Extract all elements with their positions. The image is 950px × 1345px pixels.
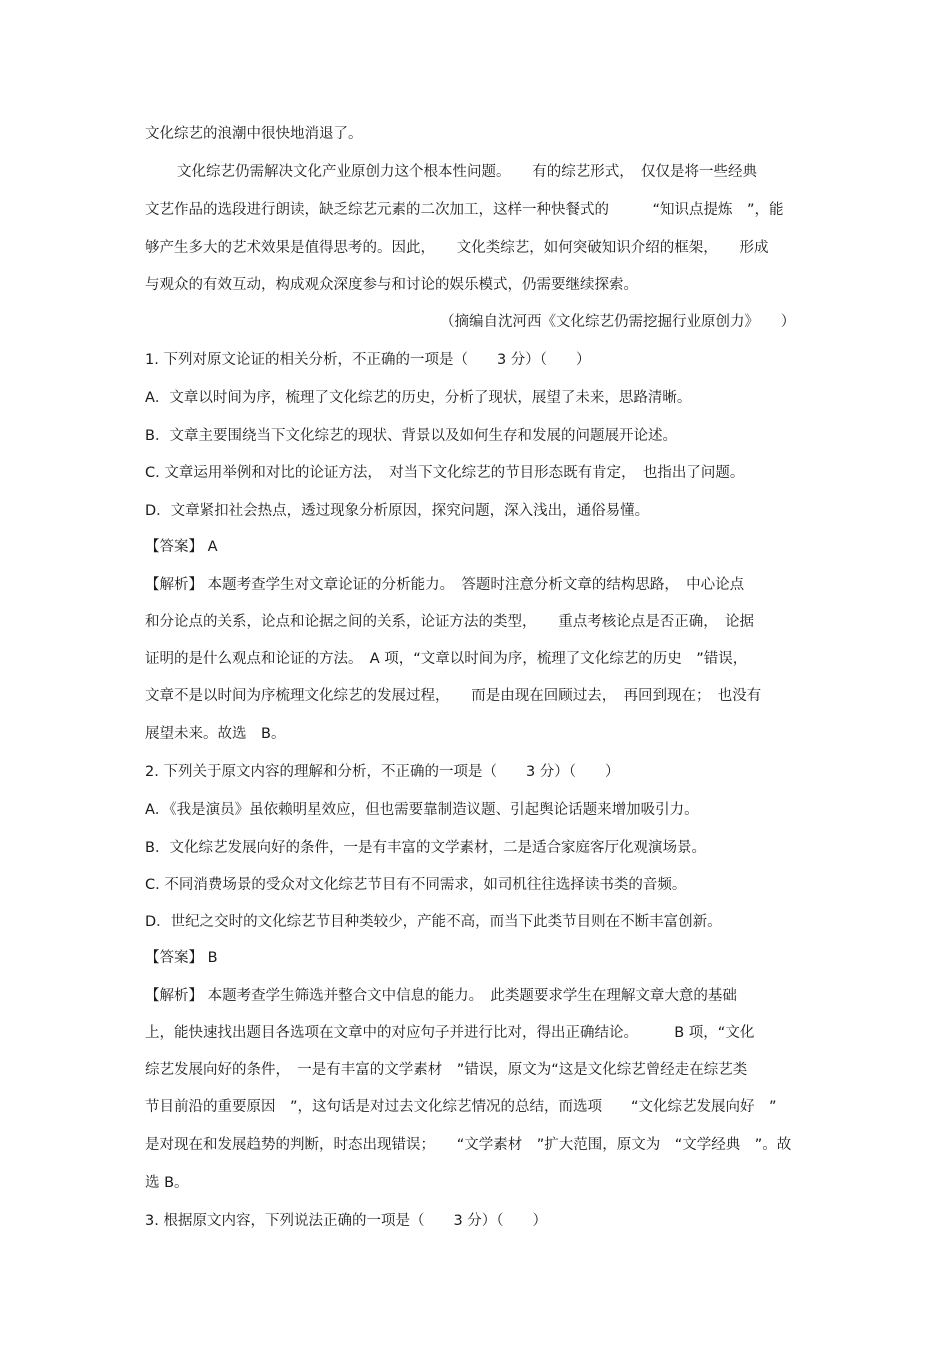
passage-line: 文化综艺仍需解决文化产业原创力这个根本性问题。 有的综艺形式， 仅仅是将一些经典	[177, 164, 757, 180]
question-1-analysis-line: 和分论点的关系，论点和论据之间的关系，论证方法的类型， 重点考核论点是否正确， 论据	[145, 614, 754, 630]
passage-line: 够产生多大的艺术效果是值得思考的。因此， 文化类综艺，如何突破知识介绍的框架， 形成	[145, 240, 769, 256]
question-2-option-d: D．世纪之交时的文化综艺节目种类较少，产能不高，而当下此类节目则在不断丰富创新。	[145, 914, 722, 930]
question-1-analysis-line: 展望未来。故选 B。	[145, 726, 286, 742]
passage-source: （摘编自沈河西《文化综艺仍需挖掘行业原创力》 ）	[440, 314, 796, 330]
question-1-option-a: A．文章以时间为序，梳理了文化综艺的历史，分析了现状，展望了未来，思路清晰。	[145, 390, 692, 406]
question-2-option-a: A．《我是演员》虽依赖明星效应，但也需要靠制造议题、引起舆论话题来增加吸引力。	[145, 802, 699, 818]
question-2-analysis-line: 上，能快速找出题目各选项在文章中的对应句子并进行比对，得出正确结论。 B 项，“文化	[145, 1025, 755, 1041]
question-2-analysis-line: 综艺发展向好的条件， 一是有丰富的文学素材 ”错误，原文为“这是文化综艺曾经走在综艺类	[145, 1062, 748, 1078]
question-1-analysis-line: 证明的是什么观点和论证的方法。 A 项，“文章以时间为序，梳理了文化综艺的历史 ”错误，	[145, 651, 748, 667]
question-2-analysis-line: 节目前沿的重要原因 ”，这句话是对过去文化综艺情况的总结，而选项 “文化综艺发展向好 ”	[145, 1099, 777, 1115]
question-2-option-b: B．文化综艺发展向好的条件，一是有丰富的文学素材，二是适合家庭客厅化观演场景。	[145, 840, 706, 856]
passage-line: 文艺作品的选段进行朗读，缺乏综艺元素的二次加工，这样一种快餐式的 “知识点提炼 ”，能	[145, 202, 784, 218]
question-2-stem: 2. 下列关于原文内容的理解和分析，不正确的一项是（ 3 分）（ ）	[145, 764, 620, 780]
question-1-stem: 1. 下列对原文论证的相关分析，不正确的一项是（ 3 分）（ ）	[145, 352, 591, 368]
question-2-answer: 【答案】 B	[145, 950, 218, 966]
question-2-analysis-line: 是对现在和发展趋势的判断，时态出现错误； “文学素材 ”扩大范围，原文为 “文学经典 ”。故	[145, 1137, 792, 1153]
question-1-analysis-line: 【解析】 本题考查学生对文章论证的分析能力。 答题时注意分析文章的结构思路， 中心论点	[145, 577, 745, 593]
question-2-analysis-line: 【解析】 本题考查学生筛选并整合文中信息的能力。 此类题要求学生在理解文章大意的基础	[145, 988, 737, 1004]
passage-line: 文化综艺的浪潮中很快地消退了。	[145, 126, 363, 142]
question-1-analysis-line: 文章不是以时间为序梳理文化综艺的发展过程， 而是由现在回顾过去， 再回到现在； 也没有	[145, 688, 762, 704]
question-3-stem: 3. 根据原文内容，下列说法正确的一项是（ 3 分）（ ）	[145, 1213, 548, 1229]
question-1-option-c: C. 文章运用举例和对比的论证方法， 对当下文化综艺的节目形态既有肯定， 也指出了问题。	[145, 465, 745, 481]
question-1-option-d: D．文章紧扣社会热点，透过现象分析原因，探究问题，深入浅出，通俗易懂。	[145, 503, 650, 519]
question-1-option-b: B．文章主要围绕当下文化综艺的现状、背景以及如何生存和发展的问题展开论述。	[145, 428, 677, 444]
question-2-option-c: C. 不同消费场景的受众对文化综艺节目有不同需求，如司机往往选择读书类的音频。	[145, 877, 687, 893]
passage-line: 与观众的有效互动，构成观众深度参与和讨论的娱乐模式，仍需要继续探索。	[145, 277, 638, 293]
question-1-answer: 【答案】 A	[145, 539, 218, 555]
question-2-analysis-line: 选 B。	[145, 1175, 189, 1191]
